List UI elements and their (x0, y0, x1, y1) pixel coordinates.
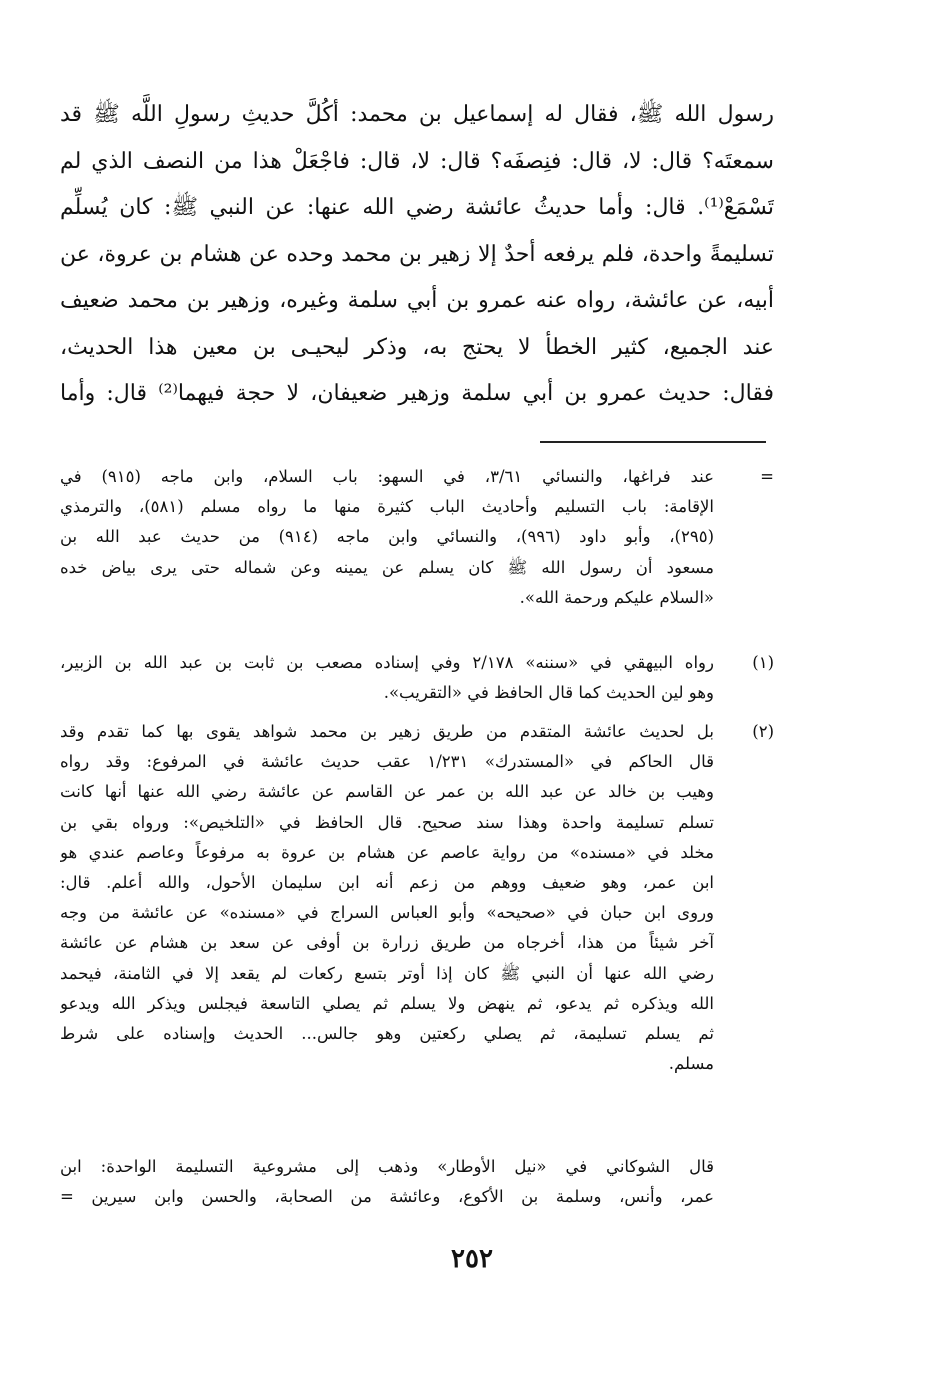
footnote-line: الإقامة: باب التسليم وأحاديث الباب كثيرة منها ما رواه مسلم (٥٨١)، والترمذي (60, 497, 714, 517)
page-number: ٢٥٢ (451, 1244, 493, 1274)
main-text-line: سمعتَه؟ قال: لا، قال: فنِصفَه؟ قال: لا، قال: فاجْعَلْ هذا من النصف الذي لم (60, 148, 774, 174)
main-text-line: أبيه، عن عائشة، رواه عنه عمرو بن أبي سلمة وغيره، وزهير بن محمد ضعيف (60, 288, 774, 313)
footnote-line: ابن عمر، وهو ضعيف ووهم من زعم أنه ابن سليمان الأحول، والله أعلم. قال: (60, 873, 714, 893)
main-text-line: تسليمةً واحدة، فلم يرفعه أحدٌ إلا زهير بن محمد وحده عن هشام بن عروة، عن (60, 241, 774, 267)
footnote-line: مخلد في «مسنده» من رواية عاصم عن هشام بن عروة به مرفوعاً وعاصم عندي هو (60, 842, 714, 862)
closing-paragraph (60, 1152, 714, 1212)
footnote-line: مسعود أن رسول الله ﷺ كان يسلم عن يمينه وعن شماله حتى يرى بياض خده (60, 557, 714, 577)
main-text-line: تَسْمَعْ⁽¹⁾. قال: وأما حديثُ عائشة رضي الله عنها: عن النبي ﷺ: كان يُسلِّم (60, 195, 774, 220)
footnote-line: رضي الله عنها أن النبي ﷺ كان إذا أوتر بتسع ركعات لم يقعد إلا في الثامنة، فيحمد (60, 963, 714, 983)
footnote-line: آخر شيئاً من هذا، أخرجاه من طريق زرارة بن أوفى عن سعد بن هشام عن عائشة (60, 933, 714, 953)
footnote-line: الله ويذكره ثم يدعو، ثم ينهض ولا يسلم ثم يصلي التاسعة فيجلس ويذكر الله ويدعو (60, 993, 714, 1013)
footnote-line: (٢٩٥)، وأبو داود (٩٩٦)، والنسائي وابن ماجه (٩١٤) من حديث عبد الله بن (60, 527, 714, 547)
main-text (60, 92, 774, 418)
paragraph-line: قال الشوكاني في «نيل الأوطار» وذهب إلى مشروعية التسليمة الواحدة: ابن (60, 1157, 714, 1176)
footnote-line: مسلم. (668, 1054, 714, 1074)
footnote-line: وروى ابن حبان في «صحيحه» وأبو العباس السراج في «مسنده» عن عائشة من وجه (60, 903, 714, 923)
main-text-line: عند الجميع، كثير الخطأ لا يحتج به، وذكر ليحيـى بن معين هذا الحديث، (60, 334, 774, 360)
footnote-line: عند فراغها، والنسائي ٣/٦١، في السهو: باب السلام، وابن ماجه (٩١٥) في (60, 467, 714, 486)
footnote-1 (60, 648, 774, 708)
footnote-line: ثم يسلم تسليمة، ثم يصلي ركعتين وهو جالس... الحديث وإسناده على شرط (60, 1024, 714, 1044)
footnote-line: وهيب بن خالد عن عبد الله بن عمر عن القاسم عن عائشة رضي الله عنها أنها كانت (60, 782, 714, 802)
main-text-line: رسول الله ﷺ، فقال له إسماعيل بن محمد: أكُلَّ حديثِ رسولِ اللَّه ﷺ قد (60, 102, 774, 127)
footnote-line: تسلم تسليمة واحدة وهذا سند صحيح. قال الحافظ في «التلخيص»: ورواه بقي بن (60, 812, 714, 832)
footnote-marker: (١) (752, 653, 774, 672)
footnote-line: قال الحاكم في «المستدرك» ١/٢٣١ عقب حديث عائشة في المرفوع: وقد رواه (60, 752, 714, 772)
footnote-marker: (٢) (752, 722, 774, 741)
main-text-line: فقال: حديث عمرو بن أبي سلمة وزهير ضعيفان، لا حجة فيهما⁽²⁾ قال: وأما (60, 381, 774, 406)
footnote-continuation (60, 462, 774, 613)
footnote-line: رواه البيهقي في «سننه» ٢/١٧٨ وفي إسناده مصعب بن ثابت بن عبد الله بن الزبير، (60, 653, 714, 672)
footnote-line: «السلام عليكم ورحمة الله». (519, 587, 714, 607)
footnote-line: وهو لين الحديث كما قال الحافظ في «التقريب». (383, 683, 714, 703)
paragraph-line: عمر، وأنس، وسلمة بن الأكوع، وعائشة من الصحابة، والحسن وابن سيرين = (60, 1187, 714, 1207)
footnote-marker: = (760, 467, 774, 486)
footnote-2 (60, 717, 774, 1079)
footnote-separator (540, 441, 766, 443)
footnote-line: بل لحديث عائشة المتقدم من طريق زهير بن محمد شواهد يقوى بها كما تقدم وقد (60, 722, 714, 741)
